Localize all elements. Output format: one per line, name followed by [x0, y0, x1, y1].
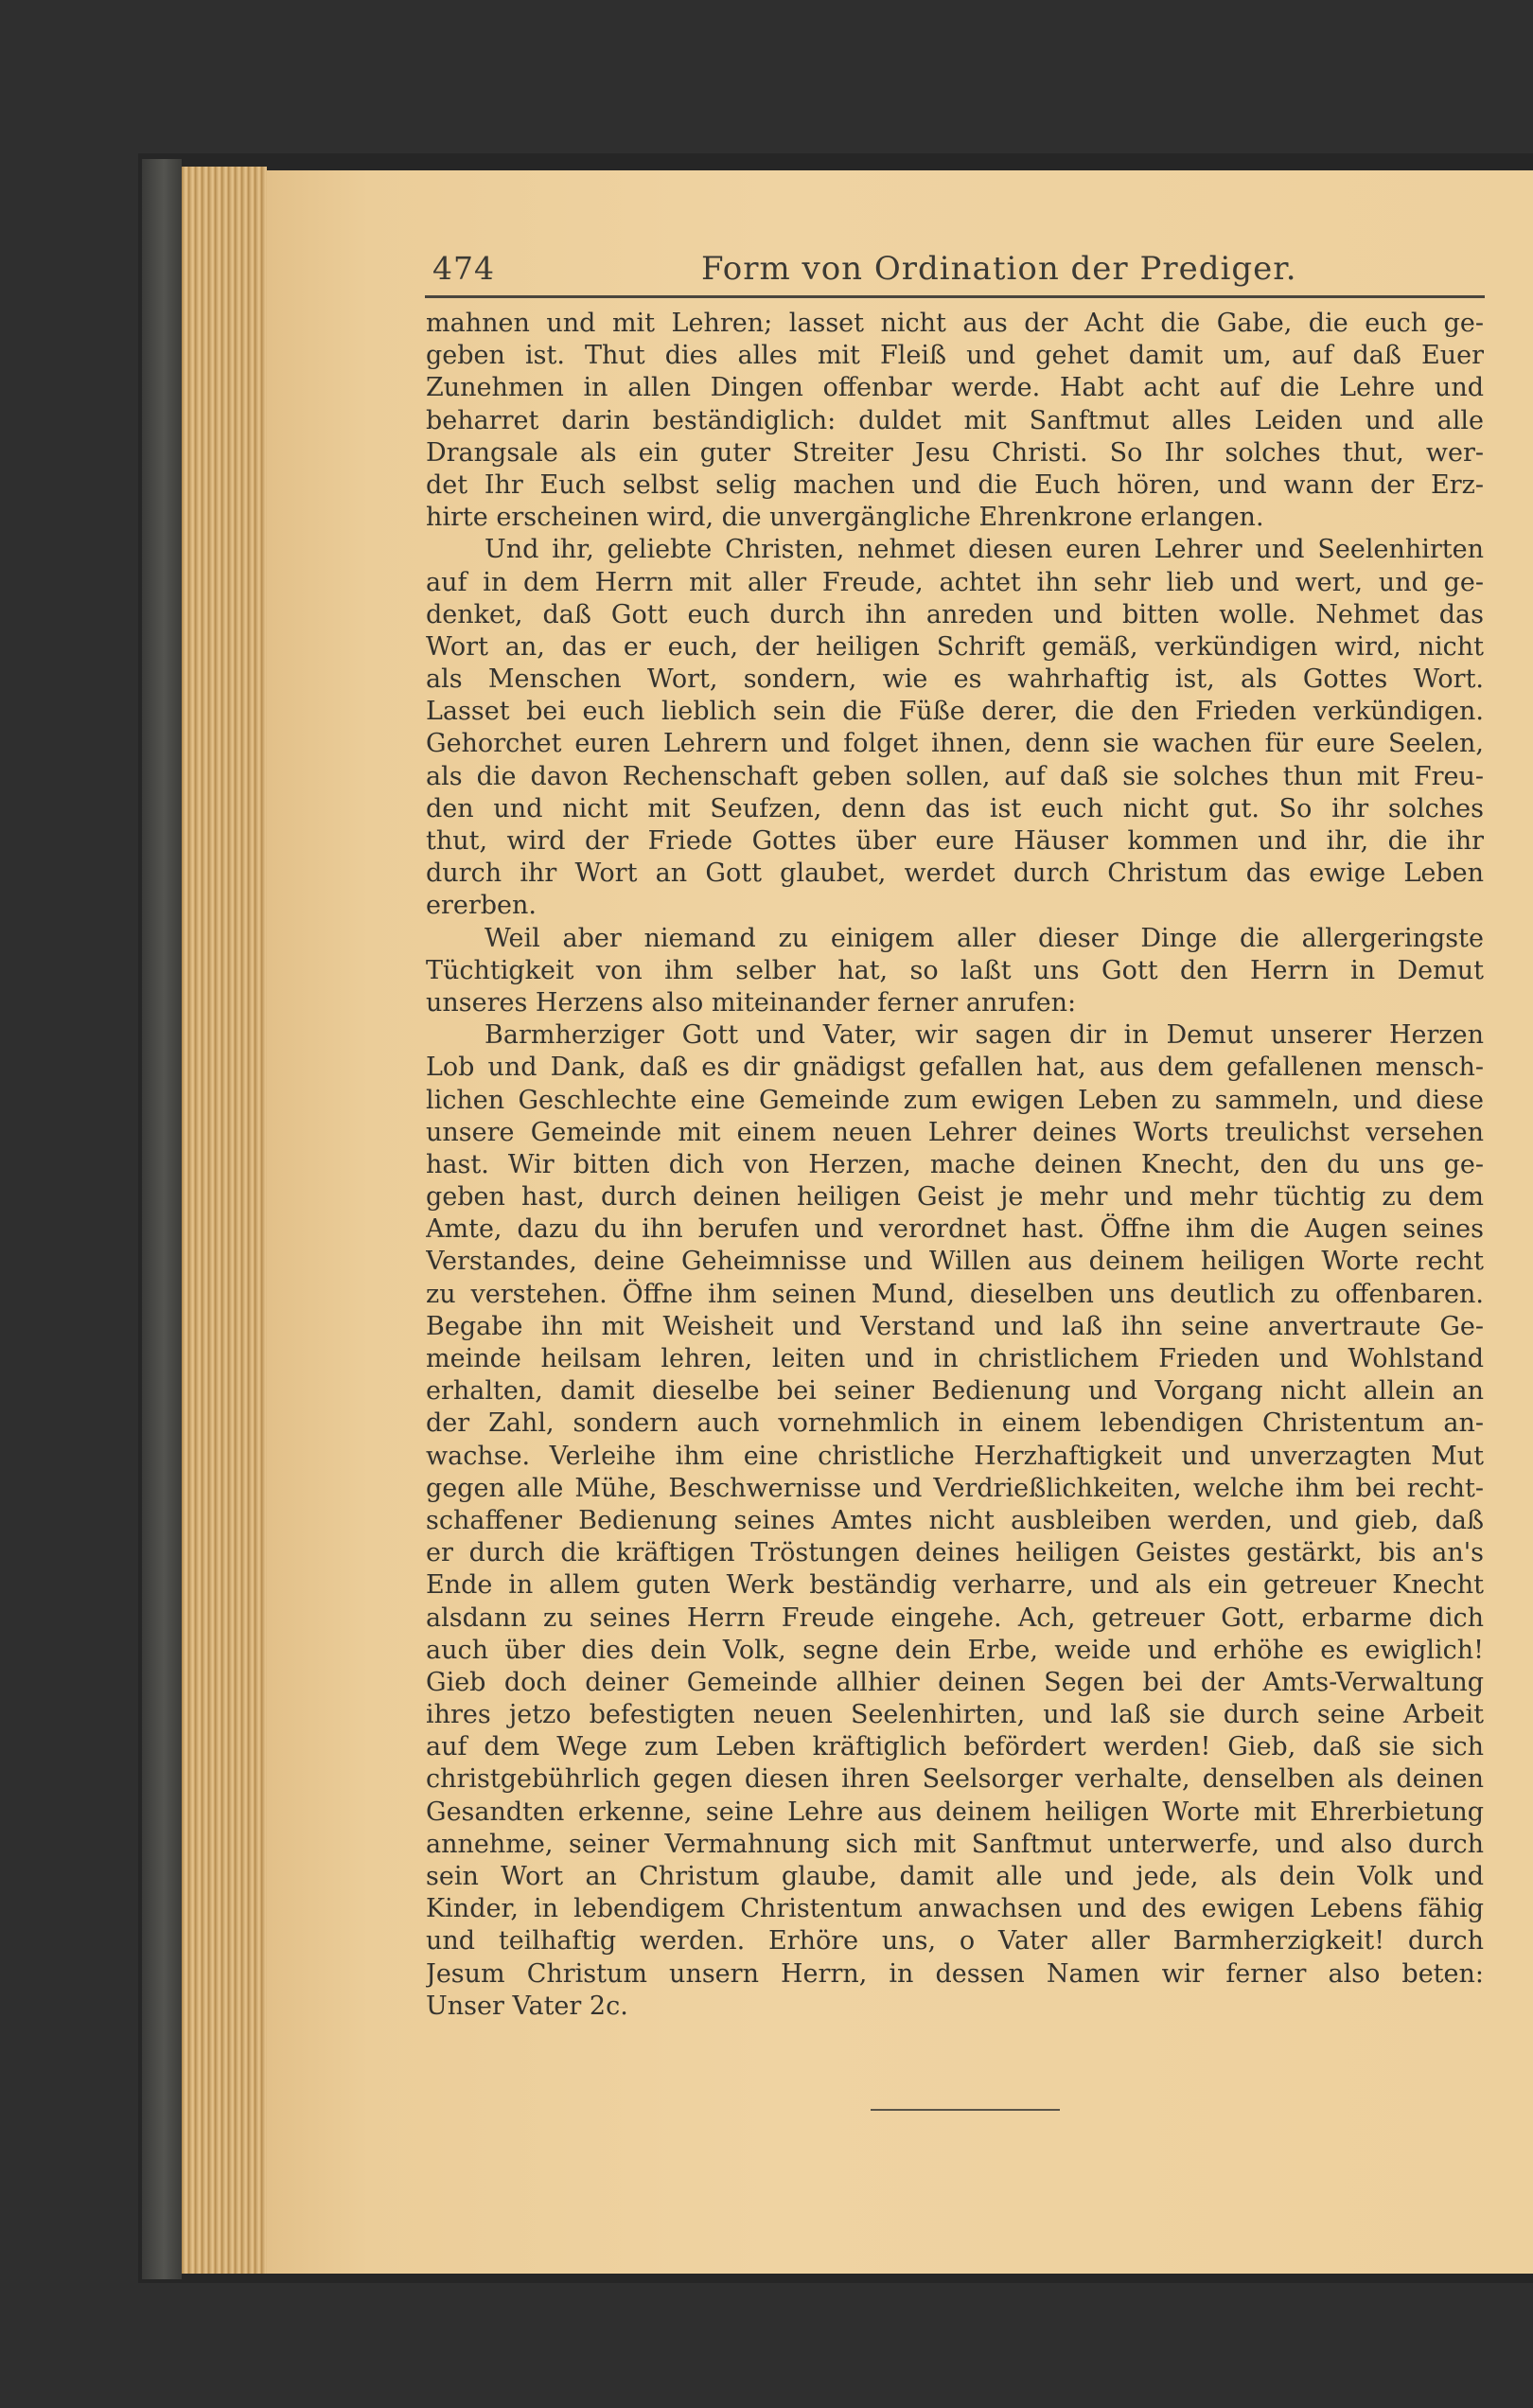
- text-line: Kinder, in lebendigem Christentum anwachsen und des ewigen Lebens fähig: [426, 1894, 1484, 1924]
- text-line: Amte, dazu du ihn berufen und verordnet hast. Öffne ihm die Augen seines: [426, 1214, 1484, 1245]
- text-line: meinde heilsam lehren, leiten und in christlichem Frieden und Wohlstand: [426, 1344, 1484, 1373]
- text-line: Weil aber niemand zu einigem aller dieser Dinge die allergeringste: [485, 923, 1484, 953]
- text-line: sein Wort an Christum glaube, damit alle und jede, als dein Volk und: [426, 1862, 1484, 1891]
- text-line: unsere Gemeinde mit einem neuen Lehrer deines Worts treulichst versehen: [426, 1117, 1484, 1147]
- text-line: mahnen und mit Lehren; lasset nicht aus der Acht die Gabe, die euch ge-: [426, 309, 1484, 338]
- body-text: [426, 308, 1484, 2023]
- page-header: [425, 244, 1485, 292]
- text-line: annehme, seiner Vermahnung sich mit Sanftmut unterwerfe, und also durch: [426, 1829, 1484, 1859]
- text-line: Ende in allem guten Werk beständig verharre, und als ein getreuer Knecht: [426, 1570, 1484, 1601]
- text-line: Lasset bei euch lieblich sein die Füße derer, die den Frieden verkündigen.: [426, 697, 1484, 727]
- text-line: als die davon Rechenschaft geben sollen, auf daß sie solches thun mit Freu-: [426, 761, 1484, 791]
- page-edges: [182, 167, 267, 2274]
- text-line: auf dem Wege zum Leben kräftiglich befördert werden! Gieb, daß sie sich: [426, 1732, 1484, 1762]
- header-rule: [425, 295, 1485, 298]
- text-line: denket, daß Gott euch durch ihn anreden und bitten wolle. Nehmet das: [426, 599, 1484, 629]
- text-line: als Menschen Wort, sondern, wie es wahrhaftig ist, als Gottes Wort.: [426, 664, 1484, 695]
- text-line: christgebührlich gegen diesen ihren Seelsorger verhalte, denselben als deinen: [426, 1764, 1484, 1795]
- text-line: hast. Wir bitten dich von Herzen, mache deinen Knecht, den du uns ge-: [426, 1149, 1484, 1179]
- running-title: Form von Ordination der Prediger.: [701, 250, 1297, 288]
- text-line: Lob und Dank, daß es dir gnädigst gefallen hat, aus dem gefallenen mensch-: [426, 1053, 1484, 1083]
- text-line: zu verstehen. Öffne ihm seinen Mund, dieselben uns deutlich zu offenbaren.: [426, 1279, 1484, 1309]
- text-line: der Zahl, sondern auch vornehmlich in einem lebendigen Christentum an-: [426, 1408, 1484, 1439]
- text-line: Unser Vater 2c.: [426, 1991, 628, 2021]
- text-line: alsdann zu seines Herrn Freude eingehe. Ach, getreuer Gott, erbarme dich: [426, 1602, 1484, 1633]
- text-line: Gesandten erkenne, seine Lehre aus deinem heiligen Worte mit Ehrerbietung: [426, 1797, 1484, 1827]
- text-line: erhalten, damit dieselbe bei seiner Bedienung und Vorgang nicht allein an: [426, 1376, 1484, 1407]
- text-line: Gehorchet euren Lehrern und folget ihnen, denn sie wachen für eure Seelen,: [426, 729, 1484, 759]
- text-line: Gieb doch deiner Gemeinde allhier deinen Segen bei der Amts-Verwaltung: [426, 1667, 1484, 1697]
- text-line: Und ihr, geliebte Christen, nehmet diesen euren Lehrer und Seelenhirten: [485, 535, 1484, 565]
- text-line: beharret darin beständiglich: duldet mit Sanftmut alles Leiden und alle: [426, 405, 1484, 435]
- text-line: schaffener Bedienung seines Amtes nicht ausbleiben werden, und gieb, daß: [426, 1505, 1484, 1535]
- text-line: Barmherziger Gott und Vater, wir sagen dir in Demut unserer Herzen: [485, 1020, 1484, 1051]
- text-line: durch ihr Wort an Gott glaubet, werdet durch Christum das ewige Leben: [426, 859, 1484, 889]
- page-number: 474: [432, 250, 495, 287]
- text-line: geben hast, durch deinen heiligen Geist je mehr und mehr tüchtig zu dem: [426, 1182, 1484, 1213]
- text-line: und teilhaftig werden. Erhöre uns, o Vater aller Barmherzigkeit! durch: [426, 1926, 1484, 1956]
- text-line: hirte erscheinen wird, die unvergängliche Ehrenkrone erlangen.: [426, 503, 1264, 533]
- text-line: Jesum Christum unsern Herrn, in dessen Namen wir ferner also beten:: [426, 1958, 1484, 1989]
- text-line: unseres Herzens also miteinander ferner anrufen:: [426, 987, 1077, 1018]
- text-line: Tüchtigkeit von ihm selber hat, so laßt uns Gott den Herrn in Demut: [426, 955, 1484, 985]
- book-cover-edge: [142, 159, 182, 2279]
- text-line: gegen alle Mühe, Beschwernisse und Verdrießlichkeiten, welche ihm bei recht-: [426, 1473, 1484, 1503]
- text-line: auf in dem Herrn mit aller Freude, achtet ihn sehr lieb und wert, und ge-: [426, 567, 1484, 597]
- text-line: thut, wird der Friede Gottes über eure Häuser kommen und ihr, die ihr: [426, 826, 1484, 856]
- text-line: Zunehmen in allen Dingen offenbar werde. Habt acht auf die Lehre und: [426, 373, 1484, 403]
- text-line: Verstandes, deine Geheimnisse und Willen aus deinem heiligen Worte recht: [426, 1247, 1484, 1277]
- text-line: ihres jetzo befestigten neuen Seelenhirten, und laß sie durch seine Arbeit: [426, 1700, 1484, 1730]
- end-rule: [871, 2109, 1060, 2111]
- text-line: wachse. Verleihe ihm eine christliche Herzhaftigkeit und unverzagten Mut: [426, 1441, 1484, 1471]
- text-line: lichen Geschlechte eine Gemeinde zum ewigen Leben zu sammeln, und diese: [426, 1085, 1484, 1115]
- text-line: geben ist. Thut dies alles mit Fleiß und gehet damit um, auf daß Euer: [426, 341, 1484, 371]
- text-line: Wort an, das er euch, der heiligen Schrift gemäß, verkündigen wird, nicht: [426, 631, 1484, 662]
- text-line: auch über dies dein Volk, segne dein Erbe, weide und erhöhe es ewiglich!: [426, 1635, 1484, 1665]
- text-line: Begabe ihn mit Weisheit und Verstand und laß ihn seine anvertraute Ge-: [426, 1311, 1484, 1341]
- text-line: ererben.: [426, 891, 537, 921]
- text-line: er durch die kräftigen Tröstungen deines heiligen Geistes gestärkt, bis an's: [426, 1538, 1484, 1568]
- text-line: Drangsale als ein guter Streiter Jesu Christi. So Ihr solches thut, wer-: [426, 437, 1484, 468]
- text-line: det Ihr Euch selbst selig machen und die Euch hören, und wann der Erz-: [426, 469, 1484, 500]
- text-line: den und nicht mit Seufzen, denn das ist euch nicht gut. So ihr solches: [426, 793, 1484, 823]
